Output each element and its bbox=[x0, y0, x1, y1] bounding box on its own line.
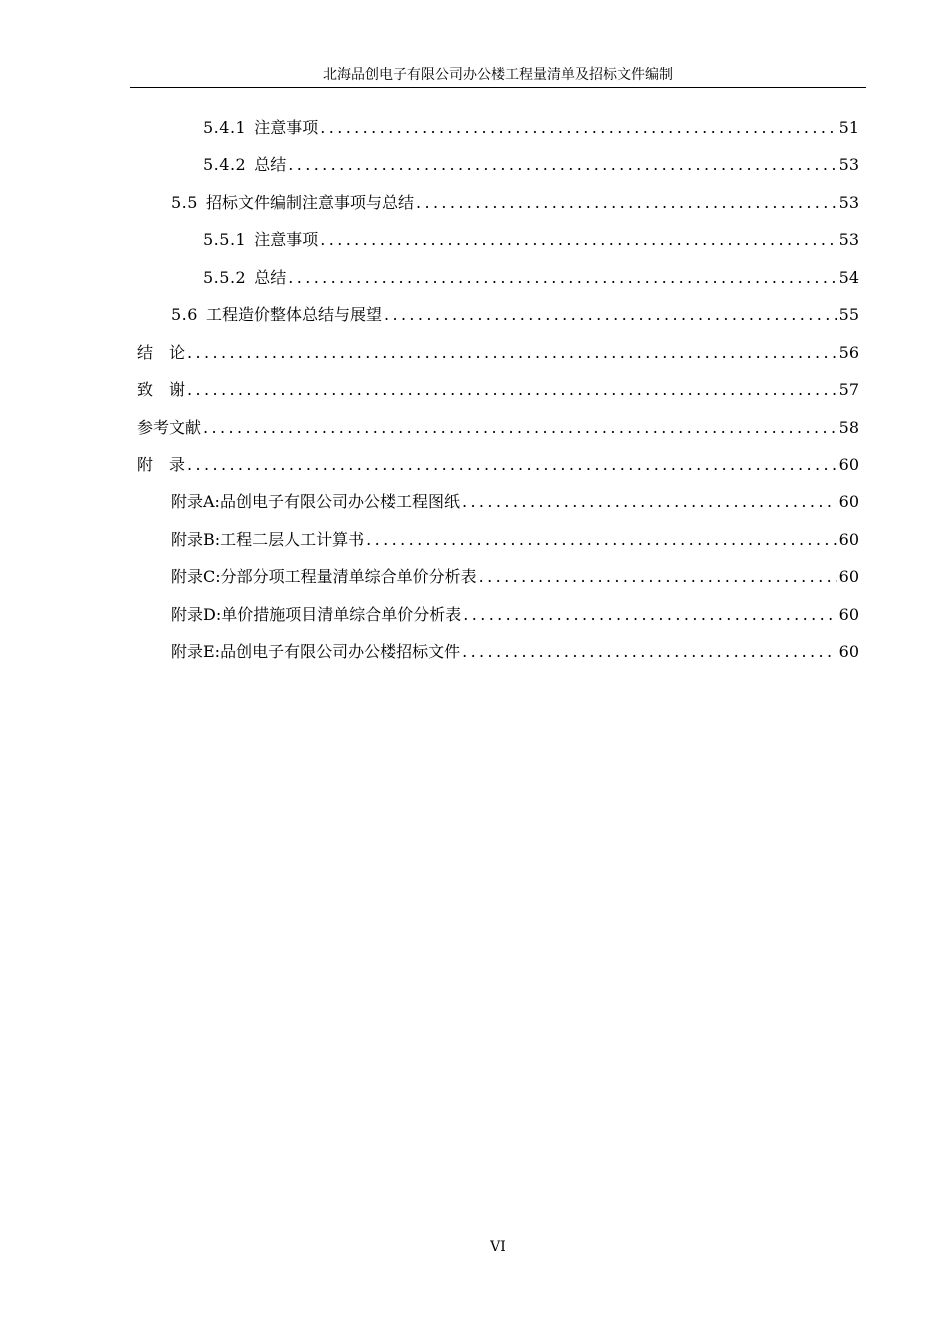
dot-leader bbox=[384, 301, 837, 329]
toc-entry-page: 51 bbox=[838, 118, 859, 137]
dot-leader bbox=[366, 526, 836, 554]
toc-entry-number: 5.4.2 bbox=[203, 155, 247, 175]
toc-entry-title: 注意事项 bbox=[254, 118, 319, 137]
dot-leader bbox=[462, 488, 837, 516]
toc-entry-title: 致 谢 bbox=[137, 380, 186, 400]
dot-leader bbox=[320, 114, 836, 142]
toc-entry[interactable] bbox=[137, 601, 859, 638]
toc-entry-title: 招标文件编制注意事项与总结 bbox=[205, 192, 414, 212]
toc-entry-page: 60 bbox=[838, 529, 859, 549]
toc-entry[interactable] bbox=[137, 638, 859, 675]
header-rule bbox=[130, 87, 866, 88]
toc-entry-title: 工程造价整体总结与展望 bbox=[205, 305, 382, 325]
toc-entry-number: 5.5.1 bbox=[203, 230, 247, 250]
toc-entry[interactable] bbox=[137, 301, 859, 338]
toc-entry[interactable] bbox=[137, 526, 859, 563]
dot-leader bbox=[187, 339, 837, 367]
dot-leader bbox=[416, 189, 837, 217]
dot-leader bbox=[288, 151, 836, 179]
toc-entry-page: 58 bbox=[838, 417, 859, 437]
page-number: VI bbox=[490, 1239, 506, 1255]
toc-entry-title: 附录D:单价措施项目清单综合单价分析表 bbox=[171, 604, 462, 624]
toc-entry-title: 附 录 bbox=[137, 454, 186, 474]
dot-leader bbox=[187, 451, 837, 479]
toc-entry[interactable] bbox=[137, 151, 859, 188]
running-header: 北海品创电子有限公司办公楼工程量清单及招标文件编制 bbox=[323, 67, 673, 83]
toc-entry-page: 53 bbox=[838, 192, 859, 212]
toc-entry-title: 总结 bbox=[254, 267, 287, 287]
toc-entry-page: 60 bbox=[838, 567, 859, 587]
toc-entry-title: 参考文献 bbox=[137, 417, 202, 437]
dot-leader bbox=[463, 601, 836, 629]
toc-entry-page: 55 bbox=[838, 305, 859, 325]
toc-entry-page: 60 bbox=[838, 492, 859, 512]
toc-entry-number: 5.5 bbox=[171, 192, 198, 212]
toc-entry[interactable] bbox=[137, 339, 859, 376]
toc-entry-title: 注意事项 bbox=[254, 230, 319, 250]
toc-entry[interactable] bbox=[137, 189, 859, 226]
dot-leader bbox=[462, 638, 837, 666]
toc-entry-title: 附录C:分部分项工程量清单综合单价分析表 bbox=[171, 567, 477, 587]
toc-entry-page: 60 bbox=[838, 642, 859, 662]
dot-leader bbox=[288, 264, 836, 292]
toc-entry-title: 附录B:工程二层人工计算书 bbox=[171, 529, 365, 549]
dot-leader bbox=[203, 414, 837, 442]
toc-entry[interactable] bbox=[137, 451, 859, 488]
toc-entry[interactable] bbox=[137, 264, 859, 301]
dot-leader bbox=[320, 226, 836, 254]
dot-leader bbox=[479, 563, 837, 591]
toc-entry-page: 60 bbox=[838, 454, 859, 474]
toc-entry-page: 53 bbox=[838, 230, 859, 250]
toc-entry[interactable] bbox=[137, 488, 859, 525]
toc-entry-page: 54 bbox=[838, 267, 859, 287]
toc-entry[interactable] bbox=[137, 563, 859, 600]
toc-entry-page: 60 bbox=[838, 604, 859, 624]
toc-entry-page: 56 bbox=[838, 342, 859, 362]
dot-leader bbox=[187, 376, 837, 404]
toc-entry[interactable] bbox=[137, 376, 859, 413]
toc-entry-number: 5.4.1 bbox=[203, 118, 247, 137]
toc-entry-title: 总结 bbox=[254, 155, 287, 175]
toc-entry[interactable] bbox=[137, 226, 859, 263]
toc-entry-number: 5.6 bbox=[171, 305, 198, 325]
toc-entry-title: 附录E:品创电子有限公司办公楼招标文件 bbox=[171, 642, 461, 662]
toc-entry-page: 53 bbox=[838, 155, 859, 175]
toc-entry-number: 5.5.2 bbox=[203, 267, 247, 287]
table-of-contents bbox=[137, 114, 859, 676]
toc-entry-title: 结 论 bbox=[137, 342, 186, 362]
toc-entry[interactable] bbox=[137, 114, 859, 151]
toc-entry[interactable] bbox=[137, 414, 859, 451]
toc-entry-title: 附录A:品创电子有限公司办公楼工程图纸 bbox=[171, 492, 460, 512]
toc-entry-page: 57 bbox=[838, 380, 859, 400]
